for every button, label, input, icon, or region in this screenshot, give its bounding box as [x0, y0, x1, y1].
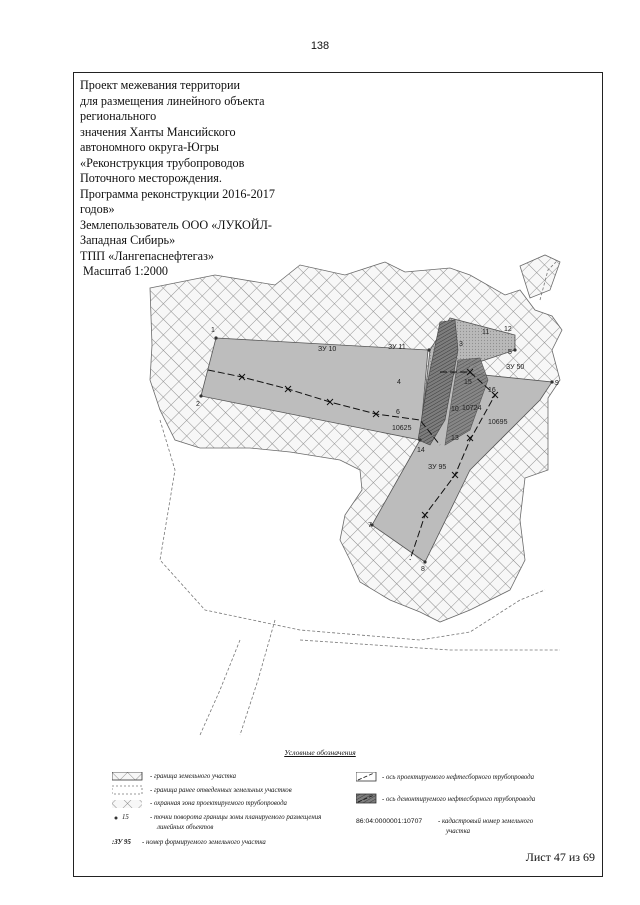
point-label: 8 [421, 566, 425, 573]
cadastral-label: 10625 [392, 425, 412, 432]
legend-cadastral: - кадастровый номер земельного [438, 818, 534, 825]
point-label: 1 [211, 327, 215, 334]
legend-cadastral-example: 86:04:0000001:10707 [356, 818, 423, 825]
legend-parcel-number-symbol: :ЗУ 95 [112, 839, 131, 846]
point-label: 3 [459, 341, 463, 348]
parcel-label: ЗУ 11 [388, 344, 406, 351]
cadastral-label: 10724 [462, 405, 482, 412]
point-label: 9 [555, 380, 559, 387]
legend-turn-point-symbol: 15 [122, 814, 129, 821]
legend-design-axis: - ось проектируемого нефтесборного трубопровода [382, 774, 534, 781]
point-label: 4 [397, 379, 401, 386]
title-line: Программа реконструкции 2016-2017 [80, 186, 275, 201]
parcel-boundary-symbol [112, 772, 142, 780]
prev-boundary-symbol [112, 786, 142, 794]
title-line: «Реконструкция трубопроводов [80, 155, 245, 170]
legend-parcel-boundary: - граница земельного участка [150, 773, 237, 780]
point-label: 11 [482, 329, 490, 336]
security-zone-area [520, 255, 560, 298]
parcel-label: ЗУ 10 [318, 346, 337, 353]
point-label: 16 [488, 387, 496, 394]
point-label: 5 [508, 349, 512, 356]
parcel-label: ЗУ 95 [428, 464, 447, 471]
title-line: Проект межевания территории [80, 78, 241, 92]
turn-point-symbol [115, 817, 118, 820]
title-line: Западная Сибирь» [80, 233, 176, 247]
legend-symbols-right [356, 772, 378, 806]
cadastral-label: 10695 [488, 419, 508, 426]
point-label: 12 [504, 326, 512, 333]
title-line: Поточного месторождения. [80, 171, 222, 185]
point-label: 14 [417, 447, 425, 454]
previous-boundary [200, 640, 240, 735]
title-line: ТПП «Лангепаснефтегаз» [80, 248, 215, 263]
point-label: 7 [368, 522, 372, 529]
legend-parcel-number: - номер формируемого земельного участка [142, 839, 266, 846]
point-label: 15 [464, 379, 472, 386]
title-line: годов» [80, 202, 115, 216]
sheet-number: Лист 47 из 69 [525, 850, 595, 864]
point-label: 2 [196, 401, 200, 408]
point-label: 10 [451, 406, 459, 413]
legend-turn-points: - точки поворота границы зоны планируемого размещения [150, 814, 322, 821]
point-label: 6 [396, 409, 400, 416]
legend-prev-boundary: - граница ранее отведенных земельных участков [150, 787, 292, 794]
legend-cadastral-cont: участка [446, 828, 470, 835]
title-line: Землепользователь ООО «ЛУКОЙЛ- [80, 217, 272, 232]
security-zone-symbol [112, 800, 142, 808]
previous-boundary [300, 640, 560, 650]
map-scale: Масштаб 1:2000 [83, 264, 169, 278]
parcel-label: ЗУ 50 [506, 364, 525, 371]
legend-dismantle-axis: - ось демонтируемого нефтесборного трубопровода [382, 796, 536, 803]
legend-security-zone: - охранная зона проектируемого трубопровода [150, 800, 287, 807]
previous-boundary [240, 620, 275, 735]
title-line: регионального [80, 109, 157, 123]
page-number: 138 [310, 40, 330, 52]
security-zone-area [150, 262, 562, 622]
legend-turn-points-cont: линейных объектов [157, 824, 214, 831]
title-line: автономного округа-Югры [80, 140, 219, 154]
title-line: для размещения линейного объекта [80, 93, 265, 108]
legend-title: Условные обозначения [284, 748, 356, 757]
title-line: значения Ханты Мансийского [80, 124, 236, 139]
point-label: 13 [451, 435, 459, 442]
